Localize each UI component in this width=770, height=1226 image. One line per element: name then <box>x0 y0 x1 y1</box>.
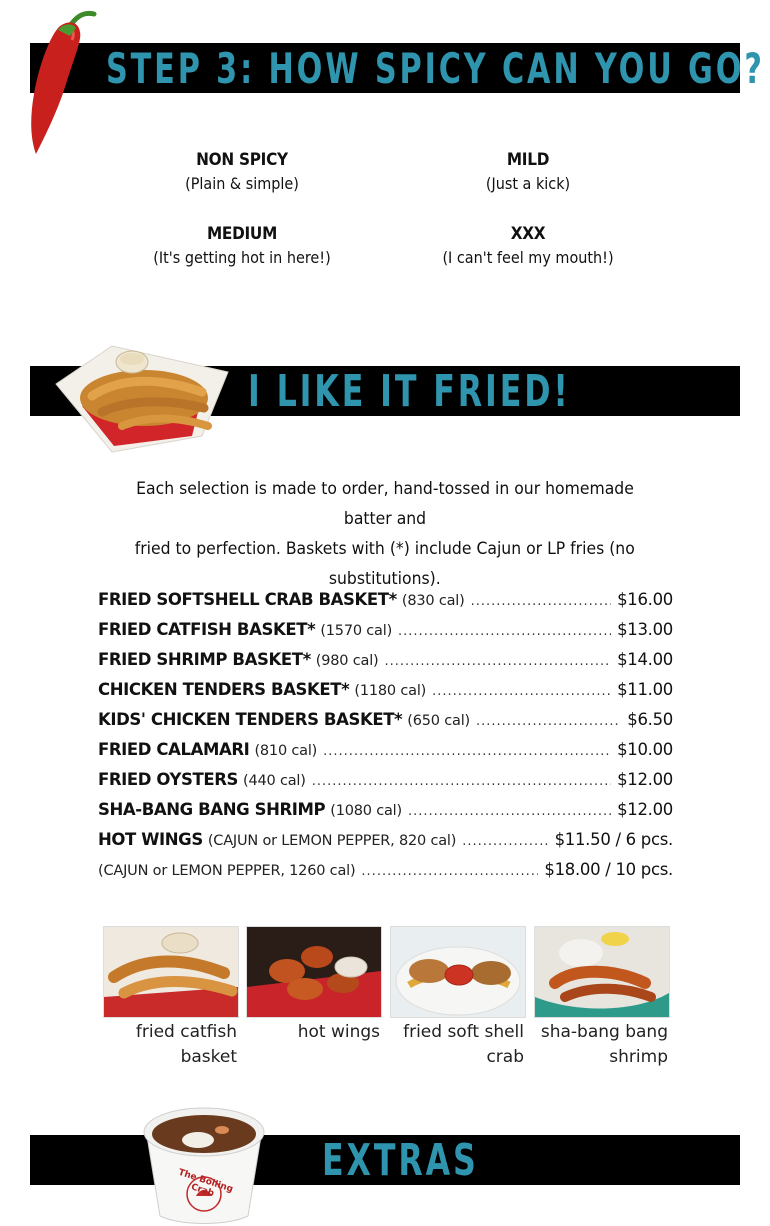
caption-line: fried catfish <box>135 1022 237 1042</box>
menu-item-calories: (1180 cal) <box>354 683 427 699</box>
caption-line: hot wings <box>297 1022 380 1042</box>
fried-title: I LIKE IT FRIED! <box>248 366 571 417</box>
menu-item-name: CHICKEN TENDERS BASKET* <box>98 680 350 699</box>
caption-line: sha-bang bang <box>540 1022 668 1042</box>
menu-item-name: FRIED OYSTERS <box>98 770 239 789</box>
menu-item-price: $11.50 / 6 pcs. <box>554 830 673 849</box>
menu-item-name: FRIED CATFISH BASKET* <box>98 620 316 639</box>
spice-level-medium <box>92 224 392 267</box>
menu-item-row <box>98 620 673 650</box>
leader-dots <box>361 864 538 879</box>
leader-dots <box>408 804 611 819</box>
leader-dots <box>398 624 611 639</box>
menu-item-name: KIDS' CHICKEN TENDERS BASKET* <box>98 710 403 729</box>
menu-item-calories: (1570 cal) <box>320 623 393 639</box>
menu-item-price: $12.00 <box>617 770 673 789</box>
leader-dots <box>323 744 611 759</box>
photo-hot-wings <box>246 926 382 1018</box>
photo-fried-catfish <box>103 926 239 1018</box>
menu-item-calories: (980 cal) <box>315 653 379 669</box>
menu-item-row <box>98 590 673 620</box>
spice-level-mild <box>378 150 678 193</box>
extras-title: EXTRAS <box>322 1135 479 1186</box>
menu-item-row <box>98 740 673 770</box>
spice-level-non-spicy <box>92 150 392 193</box>
menu-item-row <box>98 770 673 800</box>
caption-fried-catfish <box>103 1020 237 1070</box>
caption-line: basket <box>180 1047 237 1067</box>
menu-item-price: $18.00 / 10 pcs. <box>544 860 673 879</box>
caption-sha-bang-bang-shrimp <box>534 1020 668 1070</box>
menu-item-row <box>98 800 673 830</box>
spice-level-name: MILD <box>506 150 550 170</box>
leader-dots <box>432 684 611 699</box>
fried-intro-line: Each selection is made to order, hand-tossed in our homemade batter and <box>136 479 634 529</box>
cup-logo-text: The Boiling Crab <box>176 1167 235 1200</box>
menu-item-name: SHA-BANG BANG SHRIMP <box>98 800 326 819</box>
menu-item-price: $6.50 <box>627 710 673 729</box>
leader-dots <box>476 714 621 729</box>
spice-level-desc: (It's getting hot in here!) <box>153 248 331 267</box>
step3-title: STEP 3: HOW SPICY CAN YOU GO? <box>106 44 765 93</box>
menu-item-price: $12.00 <box>617 800 673 819</box>
menu-item-calories: (CAJUN or LEMON PEPPER, 1260 cal) <box>98 863 356 879</box>
chili-pepper-icon <box>22 6 102 158</box>
menu-item-price: $13.00 <box>617 620 673 639</box>
menu-item-price: $11.00 <box>617 680 673 699</box>
menu-item-row <box>98 650 673 680</box>
leader-dots <box>312 774 611 789</box>
menu-item-row <box>98 860 673 890</box>
extras-banner <box>30 1135 740 1185</box>
soup-cup-image <box>140 1104 268 1226</box>
photo-sha-bang-bang-shrimp <box>534 926 670 1018</box>
spice-level-name: XXX <box>510 224 546 244</box>
menu-item-calories: (1080 cal) <box>330 803 402 819</box>
spice-level-xxx <box>378 224 678 267</box>
menu-item-calories: (830 cal) <box>401 593 465 609</box>
menu-item-name: FRIED CALAMARI <box>98 740 250 759</box>
menu-item-name: HOT WINGS <box>98 830 203 849</box>
spice-level-desc: (I can't feel my mouth!) <box>442 248 614 267</box>
menu-item-price: $14.00 <box>617 650 673 669</box>
menu-item-row <box>98 680 673 710</box>
fried-basket-image <box>52 336 232 456</box>
caption-line: fried soft shell <box>403 1022 524 1042</box>
menu-item-calories: (810 cal) <box>254 743 318 759</box>
photo-fried-soft-shell-crab <box>390 926 526 1018</box>
menu-item-calories: (CAJUN or LEMON PEPPER, 820 cal) <box>207 833 457 849</box>
caption-line: crab <box>486 1047 524 1067</box>
step3-banner <box>30 43 765 93</box>
spice-level-name: MEDIUM <box>206 224 278 244</box>
fried-intro-line: fried to perfection. Baskets with (*) include Cajun or LP fries (no <box>134 539 636 559</box>
leader-dots <box>471 594 611 609</box>
leader-dots <box>462 834 548 849</box>
spice-level-desc: (Just a kick) <box>485 174 571 193</box>
menu-item-price: $16.00 <box>617 590 673 609</box>
fried-intro-line: substitutions). <box>329 569 441 589</box>
caption-fried-soft-shell-crab <box>390 1020 524 1070</box>
menu-item-price: $10.00 <box>617 740 673 759</box>
menu-item-row <box>98 710 673 740</box>
leader-dots <box>384 654 611 669</box>
caption-hot-wings <box>246 1020 380 1045</box>
caption-line: shrimp <box>609 1047 668 1067</box>
menu-item-row <box>98 830 673 860</box>
fried-intro <box>90 474 680 594</box>
spice-level-desc: (Plain & simple) <box>185 174 299 193</box>
menu-item-calories: (650 cal) <box>407 713 470 729</box>
menu-item-calories: (440 cal) <box>243 773 306 789</box>
menu-item-name: FRIED SHRIMP BASKET* <box>98 650 311 669</box>
menu-item-name: FRIED SOFTSHELL CRAB BASKET* <box>98 590 397 609</box>
spice-level-name: NON SPICY <box>196 150 288 170</box>
